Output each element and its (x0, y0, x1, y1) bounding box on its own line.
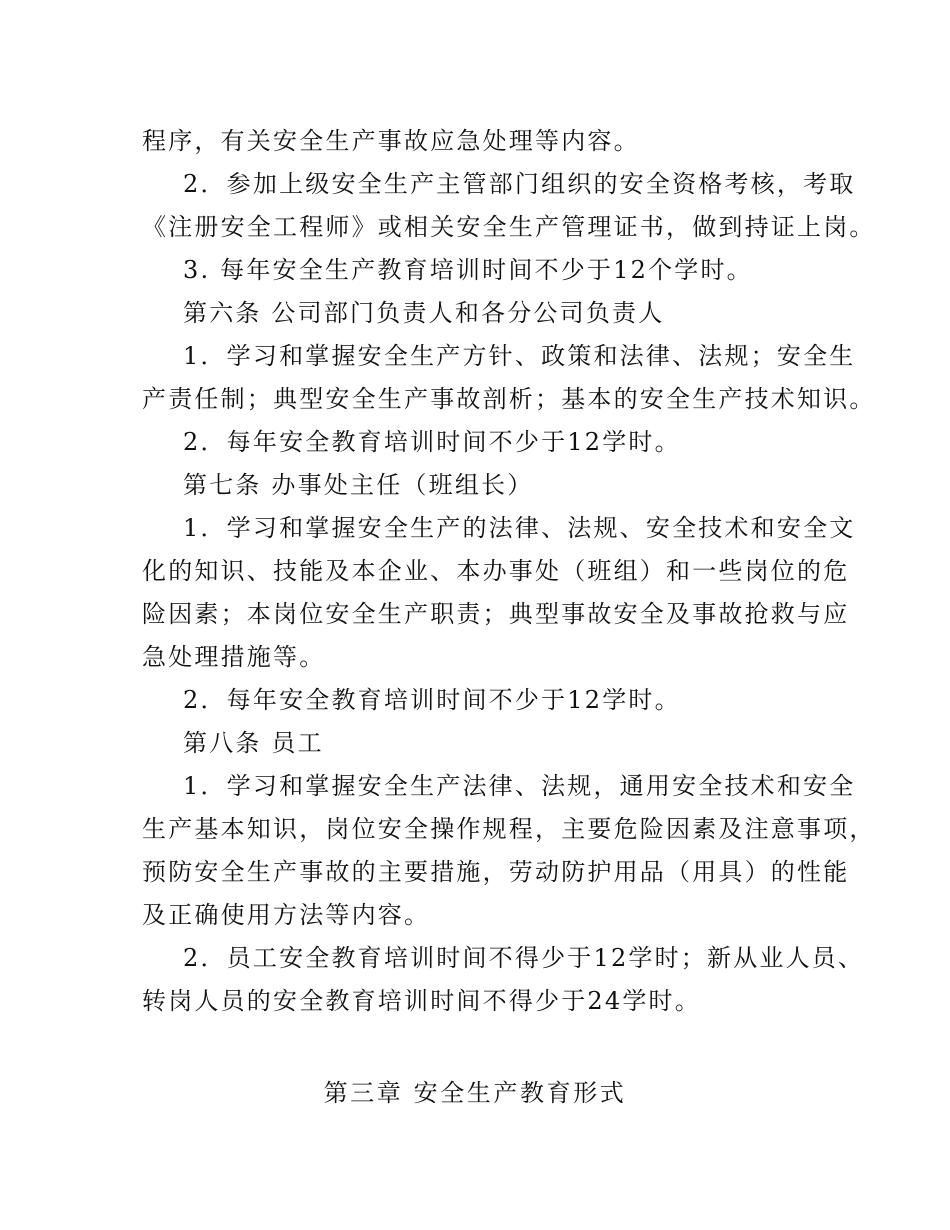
article-heading-8: 第八条 员工 (183, 729, 324, 757)
body-line: 2．参加上级安全生产主管部门组织的安全资格考核，考取 (183, 170, 856, 198)
body-line: 预防安全生产事故的主要措施，劳动防护用品（用具）的性能 (142, 858, 850, 886)
article-heading-6: 第六条 公司部门负责人和各分公司负责人 (183, 299, 665, 327)
body-line: 1．学习和掌握安全生产的法律、法规、安全技术和安全文 (183, 514, 856, 542)
body-line: 险因素；本岗位安全生产职责；典型事故安全及事故抢救与应 (142, 600, 850, 628)
body-line: 2．员工安全教育培训时间不得少于12学时；新从业人员、 (183, 944, 865, 972)
body-line: 1．学习和掌握安全生产方针、政策和法律、法规；安全生 (183, 342, 856, 370)
body-line: 1．学习和掌握安全生产法律、法规，通用安全技术和安全 (183, 772, 856, 800)
body-line: 2．每年安全教育培训时间不少于12学时。 (183, 428, 681, 456)
chapter-heading: 第三章 安全生产教育形式 (323, 1079, 627, 1107)
body-line: 化的知识、技能及本企业、本办事处（班组）和一些岗位的危 (142, 557, 850, 585)
body-line: 产责任制；典型安全生产事故剖析；基本的安全生产技术知识。 (142, 385, 876, 413)
body-line: 生产基本知识，岗位安全操作规程，主要危险因素及注意事项， (142, 815, 876, 843)
body-line: 急处理措施等。 (142, 643, 326, 671)
body-line: 转岗人员的安全教育培训时间不得少于24学时。 (142, 987, 701, 1015)
article-heading-7: 第七条 办事处主任（班组长） (183, 471, 534, 499)
body-line: 程序，有关安全生产事故应急处理等内容。 (142, 127, 640, 155)
body-line: 及正确使用方法等内容。 (142, 901, 431, 929)
body-line: 3. 每年安全生产教育培训时间不少于12个学时。 (183, 256, 753, 284)
body-line: 2．每年安全教育培训时间不少于12学时。 (183, 686, 681, 714)
body-line: 《注册安全工程师》或相关安全生产管理证书，做到持证上岗。 (142, 213, 876, 241)
